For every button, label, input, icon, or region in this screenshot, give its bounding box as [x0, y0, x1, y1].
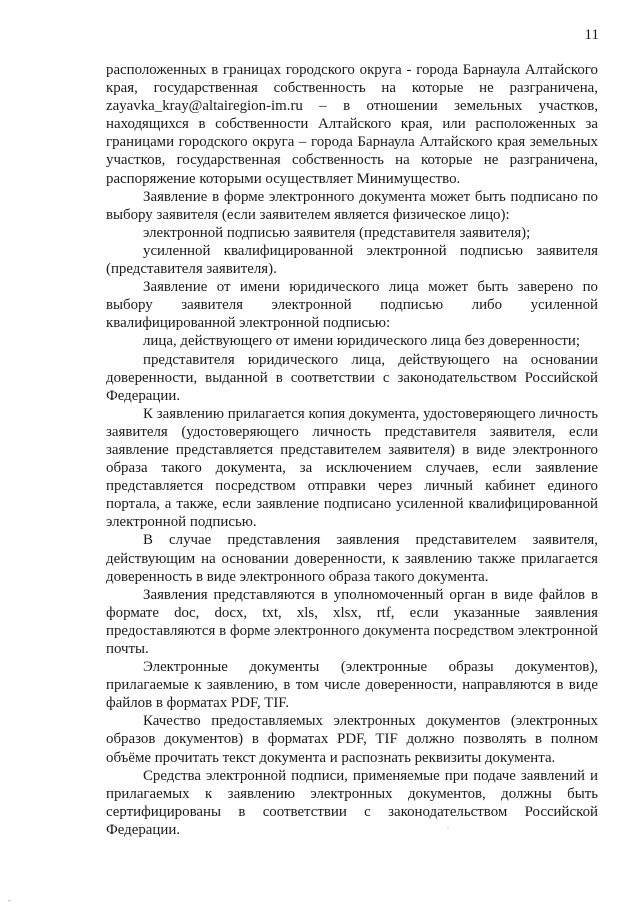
paragraph-signature-certification: Средства электронной подписи, применяемые при подаче заявлений и прилагаемых к заявлению электронных документов, должны быть сертифицированы в соответствии с законодательством Российской Федерации.: [106, 767, 598, 838]
document-body: [106, 61, 598, 839]
paragraph-signature-option-1: электронной подписью заявителя (представителя заявителя);: [143, 224, 531, 241]
scan-speck: .: [447, 821, 449, 830]
paragraph-identity-copy: К заявлению прилагается копия документа, удостоверяющего личность заявителя (удостоверяющего личность представителя заявителя, если заявление представляется представителем заявителя) в виде электронного образа такого документа, за исключением случаев, если заявление представляется посредством отправки через личный кабинет единого портала, а также, если заявление подписано усиленной квалифицированной электронной подписью.: [106, 405, 598, 531]
paragraph-file-formats: Заявления представляются в уполномоченный орган в виде файлов в формате doc, docx, txt, xls, xlsx, rtf, если указанные заявления предоставляются в форме электронного документа посредством электронной почты.: [106, 586, 598, 657]
paragraph-signature-options: Заявление в форме электронного документа может быть подписано по выбору заявителя (если заявителем является физическое лицо):: [106, 188, 598, 223]
paragraph-continuation: расположенных в границах городского округа - города Барнаула Алтайского края, государственная собственность на которые не разграничена, zayavka_kray@altairegion-im.ru – в отношении земельных участков, находящихся в собственности Алтайского края, или расположенных за границами городского округа – города Барнаула Алтайского края земельных участков, государственная собственность на которые не разграничена, распоряжение которыми осуществляет Минимущество.: [106, 62, 598, 187]
paragraph-power-of-attorney: В случае представления заявления представителем заявителя, действующим на основании доверенности, к заявлению также прилагается доверенность в виде электронного образа такого документа.: [106, 532, 598, 585]
page-number: 11: [584, 27, 599, 43]
paragraph-signature-option-2: усиленной квалифицированной электронной подписью заявителя (представителя заявителя).: [106, 242, 598, 278]
paragraph-legal-entity-option-1: лица, действующего от имени юридического лица без доверенности;: [143, 333, 580, 350]
paragraph-legal-entity-option-2: представителя юридического лица, действующего на основании доверенности, выданной в соответствии с законодательством Российской Федерации.: [106, 351, 598, 404]
scan-speck: -: [8, 896, 11, 905]
paragraph-document-quality: Качество предоставляемых электронных документов (электронных образов документов) в форматах PDF, TIF должно позволять в полном объёме прочитать текст документа и распознать реквизиты документа.: [106, 713, 598, 766]
paragraph-legal-entity: Заявление от имени юридического лица может быть заверено по выбору заявителя электронной подписью либо усиленной квалифицированной электронной подписью:: [106, 279, 598, 332]
paragraph-electronic-documents: Электронные документы (электронные образы документов), прилагаемые к заявлению, в том числе доверенности, направляются в виде файлов в форматах PDF, TIF.: [106, 659, 598, 712]
